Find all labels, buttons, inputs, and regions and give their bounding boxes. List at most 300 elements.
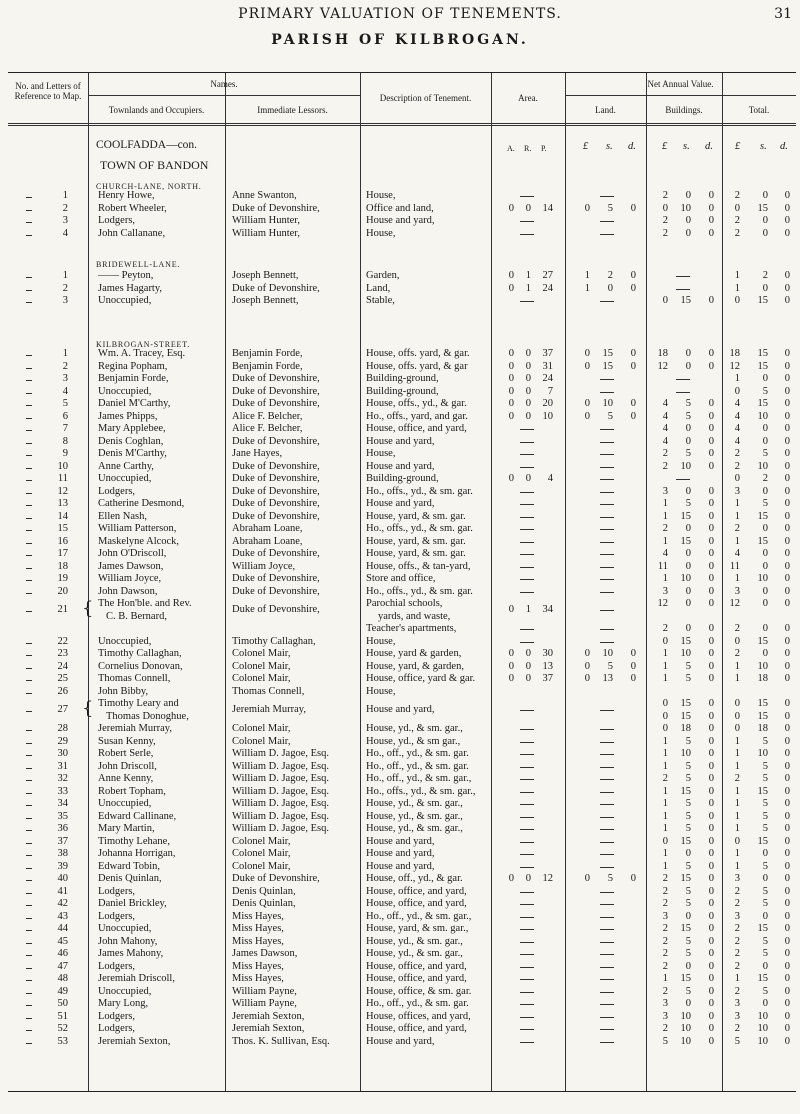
- buildings-value-pounds: 1: [662, 848, 668, 859]
- occupier-name: Jeremiah Murray,: [98, 723, 172, 734]
- header-townlands: Townlands and Occupiers.: [108, 105, 205, 115]
- immediate-lessor: Colonel Mair,: [232, 848, 291, 859]
- total-value-shillings: 15: [757, 835, 768, 847]
- tenement-description: House and yard,: [366, 215, 435, 226]
- total-value-pounds: 0: [734, 835, 740, 847]
- area-acres: 0: [508, 398, 514, 409]
- total-value-pounds: 1: [734, 785, 740, 797]
- land-value-pence: 0: [630, 360, 636, 372]
- total-value-pence: 0: [784, 398, 790, 409]
- map-reference: 42: [57, 898, 68, 909]
- immediate-lessor: Thos. K. Sullivan, Esq.: [232, 1035, 330, 1047]
- buildings-value-shillings: 5: [685, 660, 691, 672]
- land-value-shillings: 10: [602, 398, 613, 409]
- immediate-lessor: Duke of Devonshire,: [232, 473, 320, 484]
- tenement-description: House, office, and yard,: [366, 423, 467, 434]
- total-value-pence: 0: [784, 823, 790, 834]
- map-reference: 2: [62, 360, 68, 372]
- map-reference: 3: [62, 373, 68, 384]
- occupier-name: Timothy Lehane,: [98, 835, 170, 847]
- map-reference: 25: [57, 673, 68, 684]
- total-value-pounds: 1: [734, 660, 740, 672]
- buildings-value-pounds: 1: [662, 860, 668, 872]
- land-blank: [600, 567, 614, 568]
- immediate-lessor: Colonel Mair,: [232, 723, 291, 734]
- tenement-description: House, offs. yard, & gar.: [366, 348, 470, 359]
- land-value-pence: 0: [630, 660, 636, 672]
- occupier-name: Anne Kenny,: [98, 773, 154, 784]
- total-value-pence: 0: [784, 510, 790, 522]
- immediate-lessor: Miss Hayes,: [232, 935, 284, 947]
- ref-dash: [26, 393, 32, 394]
- land-value-pounds: 1: [584, 282, 590, 294]
- land-blank: [600, 1017, 614, 1018]
- buildings-value-pence: 0: [708, 623, 714, 634]
- map-reference: 16: [57, 535, 68, 547]
- total-value-shillings: 10: [757, 1023, 768, 1034]
- buildings-value-pence: 0: [708, 910, 714, 922]
- total-value-shillings: 10: [757, 410, 768, 422]
- immediate-lessor: Duke of Devonshire,: [232, 498, 320, 509]
- page-number: 31: [774, 6, 792, 22]
- area-blank: [520, 942, 534, 943]
- tenement-description: House, yd., & sm. gar.,: [366, 948, 463, 959]
- total-value-pence: 0: [784, 423, 790, 434]
- occupier-name: Henry Howe,: [98, 190, 155, 201]
- total-value-shillings: 0: [762, 598, 768, 609]
- land-blank: [600, 929, 614, 930]
- area-blank: [520, 592, 534, 593]
- area-blank: [520, 442, 534, 443]
- land-blank: [600, 1042, 614, 1043]
- buildings-value-shillings: 0: [685, 360, 691, 372]
- immediate-lessor: Duke of Devonshire,: [232, 398, 320, 409]
- land-blank: [600, 517, 614, 518]
- map-reference: 43: [57, 910, 68, 922]
- buildings-value-pence: 0: [708, 598, 714, 609]
- ref-dash: [26, 1043, 32, 1044]
- ref-dash: [26, 197, 32, 198]
- buildings-value-pounds: 18: [657, 348, 668, 359]
- total-value-pounds: 0: [734, 295, 740, 306]
- area-blank: [520, 529, 534, 530]
- buildings-value-pounds: 2: [662, 923, 668, 934]
- total-value-pence: 0: [784, 985, 790, 997]
- area-blank: [520, 967, 534, 968]
- tenement-description: House, office, & sm. gar.: [366, 985, 472, 997]
- land-blank: [600, 954, 614, 955]
- immediate-lessor: Alice F. Belcher,: [232, 423, 303, 434]
- area-blank: [520, 579, 534, 580]
- map-reference: 53: [57, 1035, 68, 1047]
- total-value-pence: 0: [784, 798, 790, 809]
- total-value-pounds: 2: [734, 227, 740, 239]
- total-value-pounds: 3: [734, 585, 740, 597]
- area-perches: 34: [542, 604, 553, 616]
- occupier-name: James Hagarty,: [98, 282, 163, 294]
- total-value-pounds: 1: [734, 282, 740, 294]
- total-value-pence: 0: [784, 373, 790, 384]
- ref-dash: [26, 405, 32, 406]
- area-blank: [520, 234, 534, 235]
- occupier-name-cont: Thomas Donoghue,: [106, 710, 189, 722]
- area-blank: [520, 854, 534, 855]
- buildings-value-pence: 0: [708, 1023, 714, 1034]
- map-reference: 12: [57, 485, 68, 497]
- map-reference: 1: [62, 348, 68, 359]
- buildings-value-pounds: 4: [662, 435, 668, 447]
- buildings-value-pounds: 2: [662, 948, 668, 959]
- tenement-description: House, yd., & sm. gar.,: [366, 823, 463, 834]
- land-blank: [600, 967, 614, 968]
- total-value-pounds: 1: [734, 823, 740, 834]
- immediate-lessor: William D. Jagoe, Esq.: [232, 823, 329, 834]
- occupier-name: Timothy Callaghan,: [98, 648, 182, 659]
- buildings-value-shillings: 15: [680, 835, 691, 847]
- area-blank: [520, 917, 534, 918]
- buildings-value-pence: 0: [708, 585, 714, 597]
- townland-name: COOLFADDA—con.: [96, 139, 198, 151]
- map-reference: 2: [62, 282, 68, 294]
- area-blank: [520, 1004, 534, 1005]
- buildings-value-pence: 0: [708, 360, 714, 372]
- occupier-name: Unoccupied,: [98, 295, 152, 306]
- immediate-lessor: Duke of Devonshire,: [232, 202, 320, 214]
- total-value-shillings: 0: [762, 910, 768, 922]
- buildings-value-shillings: 15: [680, 923, 691, 934]
- tenement-description: House, offs., yd., & gar.: [366, 398, 467, 409]
- buildings-value-pounds: 2: [662, 523, 668, 534]
- buildings-value-pence: 0: [708, 523, 714, 534]
- tenement-description: House,: [366, 227, 396, 239]
- total-value-shillings: 0: [762, 227, 768, 239]
- tenement-description: House, office, and yard,: [366, 960, 467, 972]
- total-value-shillings: 15: [757, 202, 768, 214]
- total-value-pounds: 2: [734, 885, 740, 897]
- occupier-name: The Hon'ble. and Rev.: [98, 598, 192, 609]
- area-roods: 0: [525, 660, 531, 672]
- buildings-value-pence: 0: [708, 773, 714, 784]
- immediate-lessor: William Joyce,: [232, 560, 296, 572]
- buildings-value-pence: 0: [708, 460, 714, 472]
- map-reference: 1: [62, 190, 68, 201]
- buildings-value-pounds: 1: [662, 535, 668, 547]
- tenement-description: House, yard, & sm. gar.,: [366, 923, 469, 934]
- total-value-pence: 0: [784, 873, 790, 884]
- map-reference: 21: [57, 604, 68, 616]
- area-blank: [520, 767, 534, 768]
- total-value-shillings: 5: [762, 798, 768, 809]
- land-blank: [600, 742, 614, 743]
- buildings-value-pounds: 1: [662, 748, 668, 759]
- buildings-value-shillings: 5: [685, 760, 691, 772]
- buildings-value-pence: 0: [708, 823, 714, 834]
- immediate-lessor: Timothy Callaghan,: [232, 635, 316, 647]
- total-value-shillings: 5: [762, 773, 768, 784]
- ref-dash: [26, 277, 32, 278]
- tenement-description: Ho., offs., yd., & sm. gar.: [366, 523, 473, 534]
- buildings-value-pounds: 1: [662, 785, 668, 797]
- buildings-value-pence: 0: [708, 998, 714, 1009]
- tenement-description: House, office, and yard,: [366, 1023, 467, 1034]
- immediate-lessor: Colonel Mair,: [232, 648, 291, 659]
- street-heading: BRIDEWELL-LANE.: [96, 260, 181, 269]
- land-value-pence: 0: [630, 348, 636, 359]
- land-blank: [600, 710, 614, 711]
- ref-dash: [26, 730, 32, 731]
- map-reference: 34: [57, 798, 68, 809]
- ref-dash: [26, 843, 32, 844]
- buildings-value-shillings: 15: [680, 510, 691, 522]
- tenement-description: House,: [366, 448, 396, 459]
- area-perches: 4: [547, 473, 553, 484]
- buildings-value-shillings: 0: [685, 227, 691, 239]
- total-value-pounds: 5: [734, 1035, 740, 1047]
- land-blank: [600, 767, 614, 768]
- buildings-value-shillings: 15: [680, 785, 691, 797]
- ref-dash: [26, 905, 32, 906]
- tenement-description: House, yard, & sm. gar.: [366, 510, 466, 522]
- map-reference: 51: [57, 1010, 68, 1022]
- tenement-description: House, office, yard & gar.: [366, 673, 476, 684]
- map-reference: 24: [57, 660, 68, 672]
- occupier-name: Timothy Leary and: [98, 698, 179, 709]
- buildings-value-shillings: 10: [680, 573, 691, 584]
- total-value-pounds: 1: [734, 735, 740, 747]
- total-value-pounds: 2: [734, 960, 740, 972]
- ref-dash: [26, 480, 32, 481]
- ref-dash: [26, 855, 32, 856]
- occupier-name: James Dawson,: [98, 560, 164, 572]
- map-reference: 14: [57, 510, 68, 522]
- occupier-name: John Bibby,: [98, 685, 149, 697]
- land-blank: [600, 429, 614, 430]
- area-blank: [520, 196, 534, 197]
- ref-dash: [26, 530, 32, 531]
- occupier-name: Unoccupied,: [98, 923, 152, 934]
- area-blank: [520, 992, 534, 993]
- area-perches: 7: [547, 385, 553, 397]
- buildings-value-shillings: 0: [685, 215, 691, 226]
- total-value-shillings: 10: [757, 460, 768, 472]
- total-value-shillings: 0: [762, 282, 768, 294]
- area-blank: [520, 642, 534, 643]
- area-acres: 0: [508, 410, 514, 422]
- header-total: Total.: [748, 105, 770, 115]
- town-heading: TOWN OF BANDON: [100, 158, 209, 172]
- map-reference: 7: [62, 423, 68, 434]
- area-perches: 10: [542, 410, 553, 422]
- ref-dash: [26, 768, 32, 769]
- total-value-shillings: 10: [757, 1035, 768, 1047]
- immediate-lessor: Colonel Mair,: [232, 860, 291, 872]
- ref-dash: [26, 868, 32, 869]
- total-value-pence: 0: [784, 190, 790, 201]
- total-value-shillings: 0: [762, 848, 768, 859]
- total-value-pounds: 2: [734, 935, 740, 947]
- total-value-pounds: 1: [734, 860, 740, 872]
- tenement-description: House,: [366, 190, 396, 201]
- immediate-lessor: Duke of Devonshire,: [232, 385, 320, 397]
- buildings-value-shillings: 0: [685, 623, 691, 634]
- area-blank: [520, 829, 534, 830]
- area-perches: 14: [542, 202, 553, 214]
- area-blank: [520, 729, 534, 730]
- immediate-lessor: Benjamin Forde,: [232, 360, 303, 372]
- occupier-name: Lodgers,: [98, 910, 136, 922]
- tenement-description: House and yard,: [366, 460, 435, 472]
- area-roods: 0: [525, 473, 531, 484]
- occupier-name: Daniel Brickley,: [98, 898, 167, 909]
- total-value-shillings: 5: [762, 823, 768, 834]
- immediate-lessor: Anne Swanton,: [232, 190, 297, 201]
- buildings-value-shillings: 5: [685, 735, 691, 747]
- buildings-value-pence: 0: [708, 835, 714, 847]
- ref-dash: [26, 555, 32, 556]
- land-blank: [600, 542, 614, 543]
- total-value-pence: 0: [784, 348, 790, 359]
- total-value-pounds: 0: [734, 710, 740, 722]
- buildings-value-pounds: 3: [662, 998, 668, 1009]
- tenement-description: House and yard,: [366, 860, 435, 872]
- total-value-shillings: 15: [757, 360, 768, 372]
- buildings-value-pence: 0: [708, 723, 714, 734]
- land-blank: [600, 992, 614, 993]
- occupier-name: Daniel M'Carthy,: [98, 398, 171, 409]
- area-roods: 0: [525, 360, 531, 372]
- map-reference: 4: [62, 385, 68, 397]
- total-value-pence: 0: [784, 635, 790, 647]
- immediate-lessor: William D. Jagoe, Esq.: [232, 773, 329, 784]
- immediate-lessor: Colonel Mair,: [232, 835, 291, 847]
- tenement-description: Ho., off., yd., & sm. gar.,: [366, 773, 472, 784]
- area-perches: 13: [542, 660, 553, 672]
- ref-dash: [26, 493, 32, 494]
- buildings-value-shillings: 15: [680, 710, 691, 722]
- map-reference: 35: [57, 810, 68, 822]
- ref-dash: [26, 1030, 32, 1031]
- buildings-value-pounds: 1: [662, 973, 668, 984]
- ref-dash: [26, 980, 32, 981]
- buildings-value-pounds: 11: [657, 560, 668, 572]
- total-value-pence: 0: [784, 923, 790, 934]
- occupier-name: Lodgers,: [98, 1023, 136, 1034]
- total-value-shillings: 0: [762, 648, 768, 659]
- map-reference: 31: [57, 760, 68, 772]
- buildings-value-pence: 0: [708, 448, 714, 459]
- total-value-pounds: 0: [734, 723, 740, 734]
- map-reference: 19: [57, 573, 68, 584]
- unit-bld-shillings: s.: [683, 141, 690, 152]
- ref-dash: [26, 543, 32, 544]
- ref-dash: [26, 443, 32, 444]
- buildings-value-pounds: 2: [662, 985, 668, 997]
- total-value-shillings: 2: [762, 270, 768, 281]
- ref-dash: [26, 380, 32, 381]
- area-acres: 0: [508, 348, 514, 359]
- total-value-shillings: 15: [757, 698, 768, 709]
- buildings-value-shillings: 5: [685, 773, 691, 784]
- unit-land-pence: d.: [628, 141, 636, 152]
- buildings-value-pence: 0: [708, 190, 714, 201]
- land-blank: [600, 234, 614, 235]
- total-value-pounds: 1: [734, 498, 740, 509]
- immediate-lessor: Benjamin Forde,: [232, 348, 303, 359]
- total-value-pounds: 18: [729, 348, 740, 359]
- land-blank: [600, 592, 614, 593]
- buildings-value-shillings: 0: [685, 848, 691, 859]
- tenement-description: Building-ground,: [366, 473, 439, 484]
- total-value-shillings: 0: [762, 623, 768, 634]
- buildings-value-pounds: 12: [657, 598, 668, 609]
- land-value-pence: 0: [630, 873, 636, 884]
- buildings-value-pence: 0: [708, 860, 714, 872]
- total-value-pence: 0: [784, 598, 790, 609]
- occupier-name: Anne Carthy,: [98, 460, 154, 472]
- tenement-description: Building-ground,: [366, 385, 439, 397]
- land-blank: [600, 467, 614, 468]
- buildings-value-pounds: 2: [662, 898, 668, 909]
- total-value-pence: 0: [784, 623, 790, 634]
- land-blank: [600, 917, 614, 918]
- buildings-value-shillings: 5: [685, 673, 691, 684]
- total-value-pence: 0: [784, 710, 790, 722]
- area-blank: [520, 221, 534, 222]
- occupier-name: James Mahony,: [98, 948, 164, 959]
- tenement-description: House, office, and yard,: [366, 885, 467, 897]
- area-perches: 37: [542, 673, 553, 684]
- area-perches: 24: [542, 373, 553, 384]
- land-value-shillings: 5: [607, 410, 613, 422]
- immediate-lessor: James Dawson,: [232, 948, 298, 959]
- total-value-pence: 0: [784, 498, 790, 509]
- buildings-value-pounds: 0: [662, 202, 668, 214]
- buildings-value-pence: 0: [708, 973, 714, 984]
- total-value-pence: 0: [784, 215, 790, 226]
- tenement-description: House, offices, and yard,: [366, 1010, 471, 1022]
- area-roods: 1: [525, 282, 531, 294]
- buildings-value-pounds: 1: [662, 573, 668, 584]
- buildings-value-pence: 0: [708, 935, 714, 947]
- land-blank: [600, 979, 614, 980]
- map-reference: 13: [57, 498, 68, 509]
- ref-dash: [26, 893, 32, 894]
- buildings-value-pounds: 1: [662, 823, 668, 834]
- buildings-value-pence: 0: [708, 785, 714, 797]
- buildings-value-shillings: 0: [685, 548, 691, 559]
- total-value-shillings: 5: [762, 985, 768, 997]
- buildings-value-pence: 0: [708, 873, 714, 884]
- total-value-shillings: 15: [757, 635, 768, 647]
- total-value-pounds: 4: [734, 548, 740, 559]
- area-blank: [520, 892, 534, 893]
- buildings-value-pence: 0: [708, 498, 714, 509]
- area-acres: 0: [508, 385, 514, 397]
- total-value-pounds: 4: [734, 435, 740, 447]
- total-value-pounds: 1: [734, 848, 740, 859]
- buildings-value-pounds: 2: [662, 960, 668, 972]
- total-value-pence: 0: [784, 227, 790, 239]
- area-blank: [520, 542, 534, 543]
- buildings-value-shillings: 5: [685, 885, 691, 897]
- occupier-name: Unoccupied,: [98, 985, 152, 997]
- area-blank: [520, 867, 534, 868]
- total-value-pounds: 0: [734, 473, 740, 484]
- occupier-name: Robert Topham,: [98, 785, 166, 797]
- occupier-name: Unoccupied,: [98, 473, 152, 484]
- land-value-pounds: 0: [584, 202, 590, 214]
- total-value-pence: 0: [784, 948, 790, 959]
